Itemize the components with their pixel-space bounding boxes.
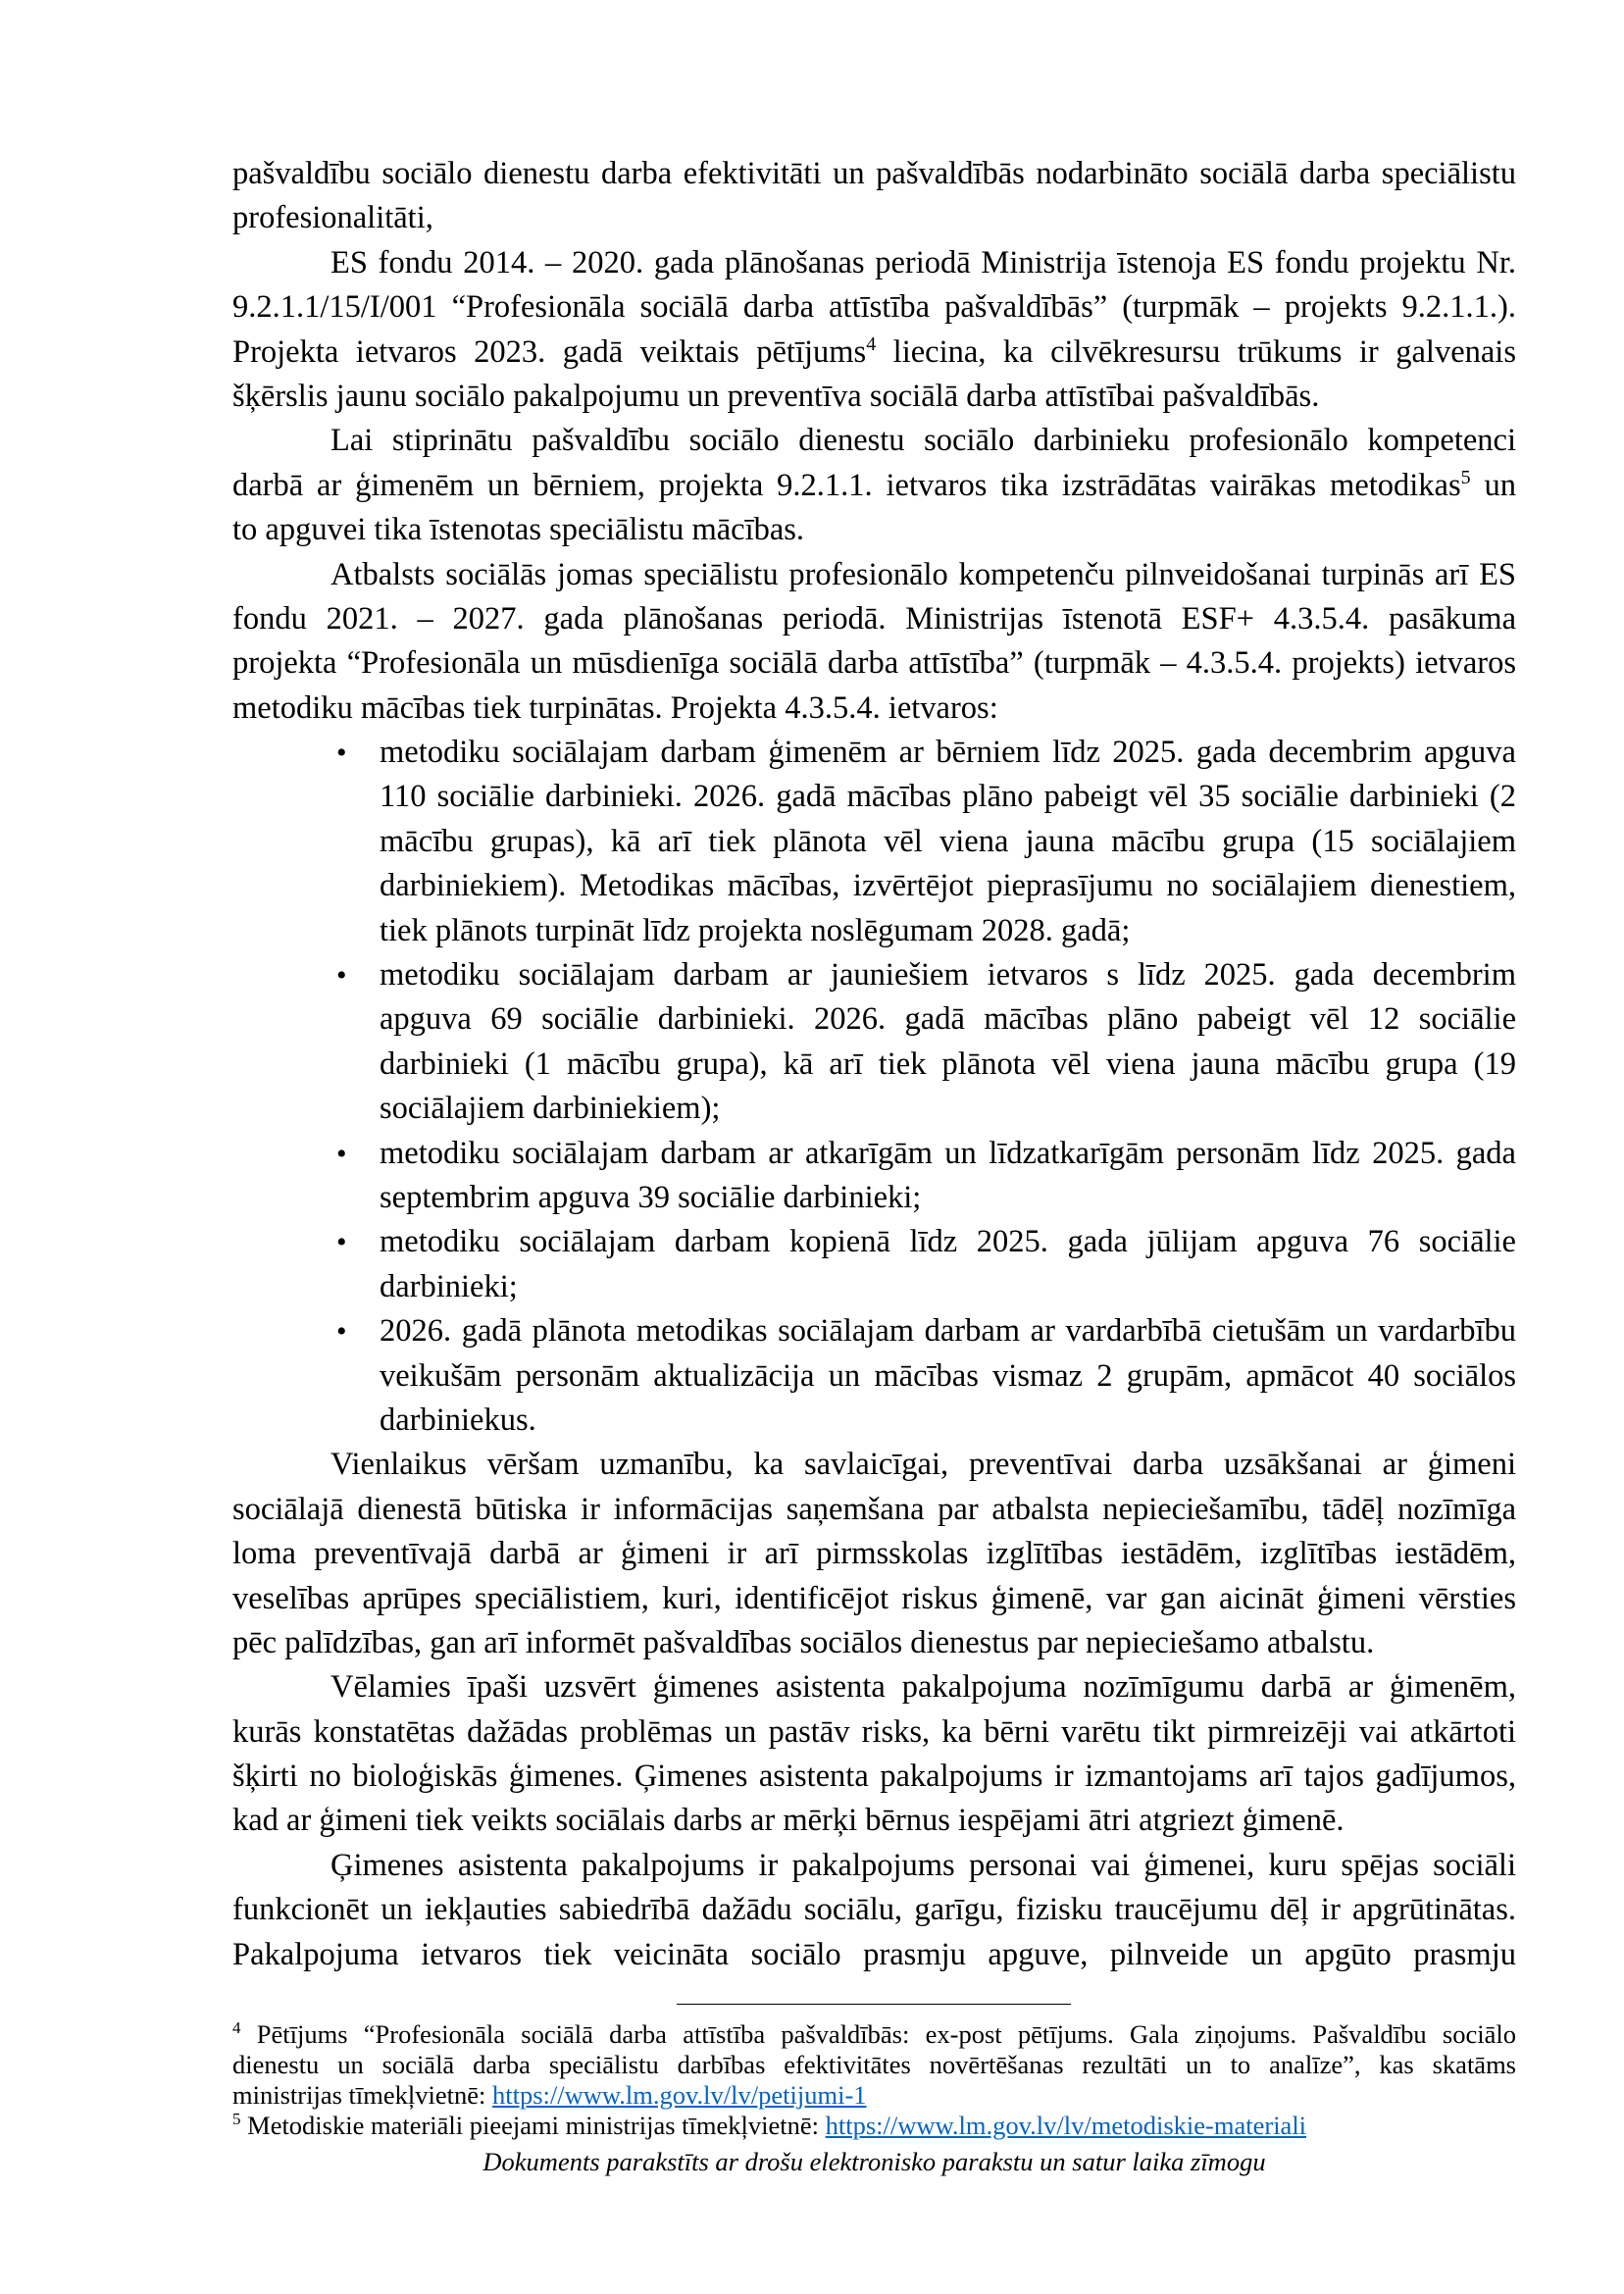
- text-line: Lai stiprinātu pašvaldību sociālo dienestu sociālo darbinieku profesionālo kompetenci: [330, 423, 1516, 459]
- text-line: [232, 2111, 1516, 2141]
- text-line: sociālajā dienestā būtiska ir informācijas saņemšana par atbalsta nepieciešamību, tādēļ nozīmīga: [232, 1491, 1516, 1527]
- text-line: funkcionēt un iekļauties sabiedrībā dažādu sociālu, garīgu, fizisku traucējumu dēļ ir apgrūtinātas.: [232, 1892, 1516, 1928]
- paragraph: [232, 1844, 1516, 1977]
- text-segment: Metodiskie materiāli pieejami ministrijas tīmekļvietnē:: [240, 2111, 826, 2140]
- paragraph: [232, 419, 1516, 552]
- text-segment: un: [1470, 467, 1516, 503]
- footnote-reference: 5: [1460, 466, 1471, 488]
- text-line: 2026. gadā plānota metodikas sociālajam darbam ar vardarbībā cietušām un vardarbību: [380, 1313, 1516, 1350]
- text-line: sociālajiem darbiniekiem);: [380, 1091, 721, 1127]
- text-line: [232, 2080, 1516, 2111]
- bullet-list-item: [232, 1220, 1516, 1309]
- text-line: Vienlaikus vēršam uzmanību, ka savlaicīgai, preventīvai darba uzsākšanai ar ģimeni: [330, 1447, 1516, 1483]
- text-line: 9.2.1.1/15/I/001 “Profesionāla sociālā darba attīstība pašvaldībās” (turpmāk – projekts 9.2.1.1.).: [232, 289, 1516, 326]
- text-line: metodiku mācības tiek turpinātas. Projekta 4.3.5.4. ietvaros:: [232, 689, 998, 726]
- paragraph: [232, 152, 1516, 241]
- text-line: darbiniekiem). Metodikas mācības, izvērtējot pieprasījumu no sociālajiem dienestiem,: [380, 868, 1516, 904]
- text-line: 110 sociālie darbinieki. 2026. gadā mācības plāno pabeigt vēl 35 sociālie darbinieki (2: [380, 779, 1516, 815]
- text-line: Atbalsts sociālās jomas speciālistu profesionālo kompetenču pilnveidošanai turpinās arī ES: [330, 556, 1516, 592]
- text-segment: liecina, ka cilvēkresursu trūkums ir galvenais: [876, 333, 1516, 370]
- bullet-list-item: [232, 731, 1516, 953]
- text-line: Ģimenes asistenta pakalpojums ir pakalpojums personai vai ģimenei, kuru spējas sociāli: [330, 1847, 1516, 1883]
- text-line: metodiku sociālajam darbam ar jauniešiem ietvaros s līdz 2025. gada decembrim: [380, 957, 1516, 994]
- bullet-icon: •: [336, 737, 347, 770]
- text-line: kurās konstatētas dažādas problēmas un pastāv risks, ka bērni varētu tikt pirmreizēji vai atkārtoti: [232, 1713, 1516, 1750]
- footnote-link[interactable]: https://www.lm.gov.lv/lv/metodiskie-materiali: [825, 2111, 1307, 2140]
- bullet-list-item: [232, 1309, 1516, 1443]
- text-line: profesionalitāti,: [232, 200, 433, 236]
- text-line: loma preventīvajā darbā ar ģimeni ir arī pirmsskolas izglītības iestādēm, izglītības iestādēm,: [232, 1536, 1516, 1572]
- footnote-reference: 4: [232, 2018, 241, 2038]
- text-line: darbiniekus.: [380, 1402, 536, 1438]
- paragraph: [232, 1443, 1516, 1665]
- text-line: projekta “Profesionāla un mūsdienīga sociālā darba attīstība” (turpmāk – 4.3.5.4. projekts) ietvaros: [232, 645, 1516, 682]
- text-line: Pakalpojuma ietvaros tiek veicināta sociālo prasmju apguve, pilnveide un apgūto prasmju: [232, 1936, 1516, 1972]
- signature-note: Dokuments parakstīts ar drošu elektronisko parakstu un satur laika zīmogu: [482, 2147, 1266, 2176]
- bullet-icon: •: [336, 1315, 347, 1349]
- text-line: septembrim apguva 39 sociālie darbinieki;: [380, 1179, 922, 1215]
- text-line: [232, 2019, 1516, 2050]
- text-line: mācību grupas), kā arī tiek plānota vēl viena jauna mācību grupa (15 sociālajiem: [380, 823, 1516, 859]
- bullet-icon: •: [336, 1226, 347, 1259]
- paragraph: [232, 241, 1516, 420]
- footnote-reference: 5: [232, 2110, 241, 2129]
- paragraph: [232, 553, 1516, 732]
- document-body: [232, 152, 1516, 1977]
- text-line: veikušām personām aktualizācija un mācības vismaz 2 grupām, apmācot 40 sociālos: [380, 1357, 1516, 1394]
- text-line: ES fondu 2014. – 2020. gada plānošanas periodā Ministrija īstenoja ES fondu projektu Nr.: [330, 244, 1516, 280]
- bullet-list-item: [232, 1132, 1516, 1221]
- text-line: [232, 464, 1516, 508]
- text-line: pēc palīdzības, gan arī informēt pašvaldības sociālos dienestus par nepieciešamo atbalstu.: [232, 1624, 1375, 1660]
- text-line: tiek plānots turpināt līdz projekta noslēgumam 2028. gadā;: [380, 912, 1131, 948]
- footnote-link[interactable]: https://www.lm.gov.lv/lv/petijumi-1: [491, 2080, 867, 2110]
- text-line: metodiku sociālajam darbam kopienā līdz 2025. gada jūlijam apguva 76 sociālie: [380, 1224, 1516, 1260]
- footnote-separator: [677, 2004, 1071, 2005]
- text-segment: Projekta ietvaros 2023. gadā veiktais pētījums: [232, 333, 867, 370]
- text-line: pašvaldību sociālo dienestu darba efektivitāti un pašvaldībās nodarbināto sociālā darba speciālistu: [232, 156, 1516, 191]
- text-segment: ministrijas tīmekļvietnē:: [232, 2080, 492, 2110]
- footnote-5: [232, 2111, 1516, 2141]
- text-line: darbinieki;: [380, 1268, 518, 1304]
- paragraph: [232, 1665, 1516, 1844]
- text-line: dienestu un sociālā darba speciālistu darbības efektivitātes novērtēšanas rezultāti un to analīze”, kas skatāms: [232, 2050, 1516, 2079]
- text-line: darbinieki (1 mācību grupa), kā arī tiek plānota vēl viena jauna mācību grupa (19: [380, 1045, 1516, 1082]
- bullet-icon: •: [336, 959, 347, 993]
- text-line: [232, 331, 1516, 375]
- footnotes: [232, 2019, 1516, 2141]
- bullet-icon: •: [336, 1137, 347, 1170]
- text-line: to apguvei tika īstenotas speciālistu mācības.: [232, 512, 805, 548]
- text-line: Vēlamies īpaši uzsvērt ģimenes asistenta pakalpojuma nozīmīgumu darbā ar ģimenēm,: [330, 1669, 1516, 1706]
- bullet-list-item: [232, 953, 1516, 1132]
- text-line: fondu 2021. – 2027. gada plānošanas periodā. Ministrijas īstenotā ESF+ 4.3.5.4. pasākuma: [232, 600, 1516, 637]
- text-line: metodiku sociālajam darbam ar atkarīgām un līdzatkarīgām personām līdz 2025. gada: [380, 1135, 1516, 1171]
- text-line: kad ar ģimeni tiek veikts sociālais darbs ar mērķi bērnus iespējami ātri atgriezt ģimenē.: [232, 1803, 1345, 1839]
- text-line: veselības aprūpes speciālistiem, kuri, identificējot riskus ģimenē, var gan aicināt ģimeni vērsties: [232, 1580, 1516, 1616]
- text-line: šķirti no bioloģiskās ģimenes. Ģimenes asistenta pakalpojums ir izmantojams arī tajos gadījumos,: [232, 1759, 1516, 1795]
- text-segment: darbā ar ģimenēm un bērniem, projekta 9.2.1.1. ietvaros tika izstrādātas vairākas metodikas: [232, 467, 1461, 503]
- footnote-reference: 4: [866, 332, 877, 355]
- text-line: apguva 69 sociālie darbinieki. 2026. gadā mācības plāno pabeigt vēl 12 sociālie: [380, 1001, 1516, 1038]
- text-line: šķērslis jaunu sociālo pakalpojumu un preventīva sociālā darba attīstībai pašvaldībās.: [232, 378, 1320, 414]
- text-line: metodiku sociālajam darbam ģimenēm ar bērniem līdz 2025. gada decembrim apguva: [380, 735, 1516, 771]
- footnote-4: [232, 2019, 1516, 2111]
- text-segment: Pētījums “Profesionāla sociālā darba attīstība pašvaldībās: ex-post pētījums. Gala ziņojums. Pašvaldību sociālo: [240, 2019, 1516, 2049]
